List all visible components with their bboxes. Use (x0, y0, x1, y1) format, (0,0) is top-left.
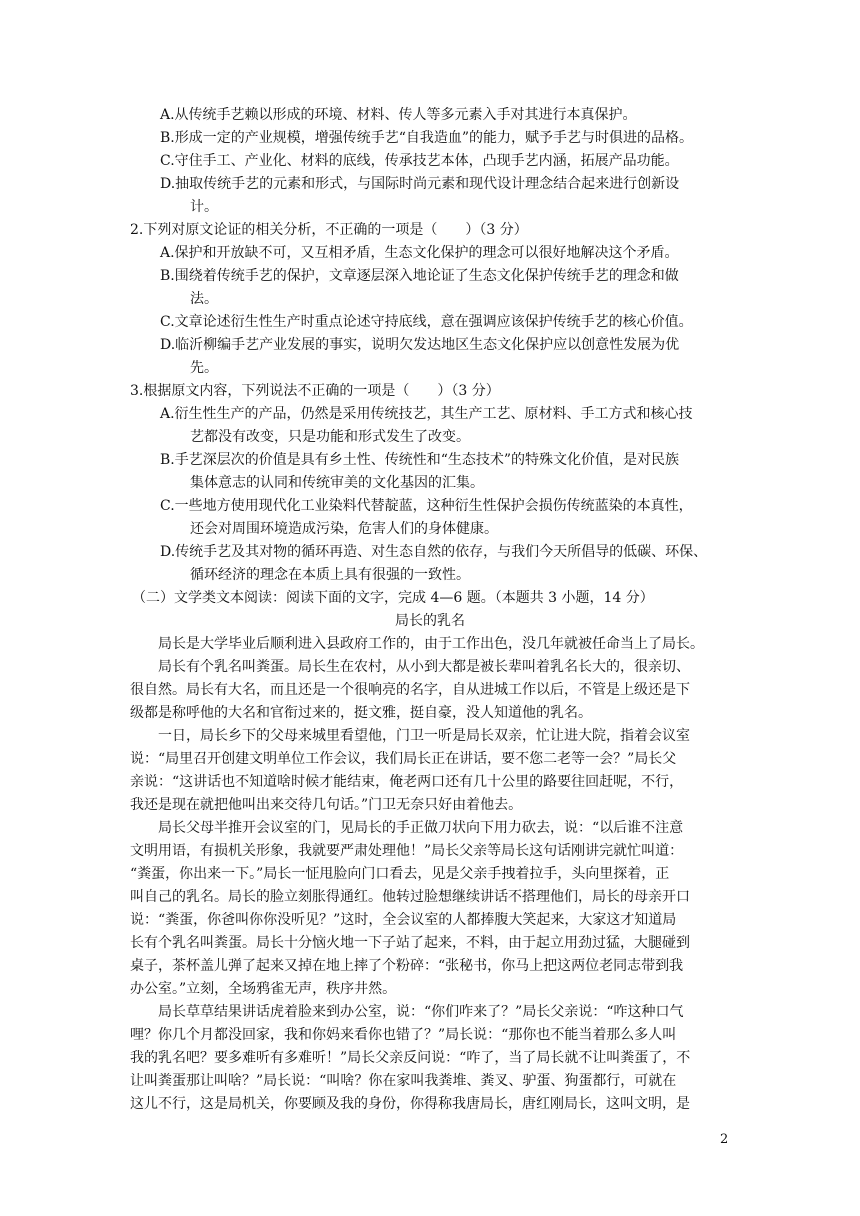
story-line: 说：“局里召开创建文明单位工作会议，我们局长正在讲话，要不您二老等一会？”局长父 (130, 751, 677, 767)
story-line: 说：“粪蛋，你爸叫你你没听见？”这时，全会议室的人都捧腹大笑起来，大家这才知道局 (130, 912, 677, 928)
story-line: 局长是大学毕业后顺利进入县政府工作的，由于工作出色，没几年就被任命当上了局长。 (158, 636, 704, 652)
story-line: 亲说：“这讲话也不知道啥时候才能结束，俺老两口还有几十公里的路要往回赶呢，不行， (130, 774, 684, 790)
story-line: 长有个乳名叫粪蛋。局长十分恼火地一下子站了起来，不料，由于起立用劲过猛，大腿碰到 (130, 935, 690, 951)
story-line: 一日，局长乡下的父母来城里看望他，门卫一听是局长双亲，忙让进大院，指着会议室 (158, 728, 690, 744)
story-line: 局长草草结果讲话虎着脸来到办公室，说：“你们咋来了？”局长父亲说：“咋这种口气 (158, 1004, 684, 1020)
story-line: 叫自己的乳名。局长的脸立刻胀得通红。他转过脸想继续讲话不搭理他们，局长的母亲开口 (130, 889, 690, 905)
story-line: 级都是称呼他的大名和官衔过来的，挺文雅，挺自豪，没人知道他的乳名。 (130, 705, 592, 721)
q1-option-d: D.抽取传统手艺的元素和形式，与国际时尚元素和现代设计理念结合起来进行创新设 (160, 176, 680, 192)
q2-option-b: B.围绕着传统手艺的保护，文章逐层深入地论证了生态文化保护传统手艺的理念和做 (160, 268, 679, 284)
q1-option-d-cont: 计。 (190, 199, 218, 215)
q3-option-b-cont: 集体意志的认同和传统审美的文化基因的汇集。 (190, 475, 484, 491)
story-line: 文明用语，有损机关形象，我就要严肃处理他！”局长父亲等局长这句话刚讲完就忙叫道： (130, 843, 684, 859)
q3-option-b: B.手艺深层次的价值是具有乡土性、传统性和“生态技术”的特殊文化价值，是对民族 (160, 452, 680, 468)
story-title: 局长的乳名 (395, 613, 465, 629)
q2-stem: 2.下列对原文论证的相关分析，不正确的一项是（ ）（3 分） (130, 222, 528, 238)
q3-option-d-cont: 循环经济的理念在本质上具有很强的一致性。 (190, 567, 470, 583)
q3-option-a-cont: 艺都没有改变，只是功能和形式发生了改变。 (190, 429, 470, 445)
story-line: 局长父母半推开会议室的门，见局长的手正做刀状向下用力砍去，说：“以后谁不注意 (158, 820, 684, 836)
q1-option-c: C.守住手工、产业化、材料的底线，传承技艺本体，凸现手艺内涵，拓展产品功能。 (160, 153, 679, 169)
page-number: 2 (720, 1132, 729, 1147)
q2-option-b-cont: 法。 (190, 291, 218, 307)
story-line: 哩？你几个月都没回家，我和你妈来看你也错了？”局长说：“那你也不能当着那么多人叫 (130, 1027, 677, 1043)
story-line: 我的乳名吧？要多难听有多难听！”局长父亲反问说：“咋了，当了局长就不让叫粪蛋了，不 (130, 1050, 691, 1066)
story-line: 让叫粪蛋那让叫啥？”局长说：“叫啥？你在家叫我粪堆、粪叉、驴蛋、狗蛋都行，可就在 (130, 1073, 677, 1089)
q3-option-a: A.衍生性生产的产品，仍然是采用传统技艺，其生产工艺、原材料、手工方式和核心技 (160, 406, 693, 422)
story-line: “粪蛋，你出来一下。”局长一怔甩脸向门口看去，见是父亲手拽着拉手，头向里探着，正 (130, 866, 670, 882)
q3-option-d: D.传统手艺及其对物的循环再造、对生态自然的依存，与我们今天所倡导的低碳、环保、 (160, 544, 708, 560)
q2-option-a: A.保护和开放缺不可，又互相矛盾，生态文化保护的理念可以很好地解决这个矛盾。 (160, 245, 679, 261)
story-line: 这儿不行，这是局机关，你要顾及我的身份，你得称我唐局长，唐红刚局长，这叫文明，是 (130, 1096, 690, 1112)
q1-option-b: B.形成一定的产业规模，增强传统手艺“自我造血”的能力，赋予手艺与时俱进的品格。 (160, 130, 694, 146)
q2-option-d: D.临沂柳编手艺产业发展的事实，说明欠发达地区生态文化保护应以创意性发展为优 (160, 337, 680, 353)
q3-stem: 3.根据原文内容，下列说法不正确的一项是（ ）（3 分） (130, 383, 500, 399)
section-heading: （二）文学类文本阅读：阅读下面的文字，完成 4—6 题。（本题共 3 小题，14 分） (132, 590, 654, 606)
q2-option-d-cont: 先。 (190, 360, 218, 376)
story-line: 办公室。”立刻，全场鸦雀无声，秩序井然。 (130, 981, 397, 997)
story-line: 局长有个乳名叫粪蛋。局长生在农村，从小到大都是被长辈叫着乳名长大的，很亲切、 (158, 659, 690, 675)
q3-option-c: C.一些地方使用现代化工业染料代替靛蓝，这种衍生性保护会损伤传统蓝染的本真性， (160, 498, 693, 514)
q2-option-c: C.文章论述衍生性生产时重点论述守持底线，意在强调应该保护传统手艺的核心价值。 (160, 314, 693, 330)
q1-option-a: A.从传统手艺赖以形成的环境、材料、传人等多元素入手对其进行本真保护。 (160, 107, 637, 123)
story-line: 我还是现在就把他叫出来交待几句话。”门卫无奈只好由着他去。 (130, 797, 523, 813)
q3-option-c-cont: 还会对周围环境造成污染，危害人们的身体健康。 (190, 521, 498, 537)
story-line: 桌子，茶杯盖儿弹了起来又掉在地上摔了个粉碎：“张秘书，你马上把这两位老同志带到我 (130, 958, 684, 974)
story-line: 很自然。局长有大名，而且还是一个很响亮的名字，自从进城工作以后，不管是上级还是下 (130, 682, 690, 698)
